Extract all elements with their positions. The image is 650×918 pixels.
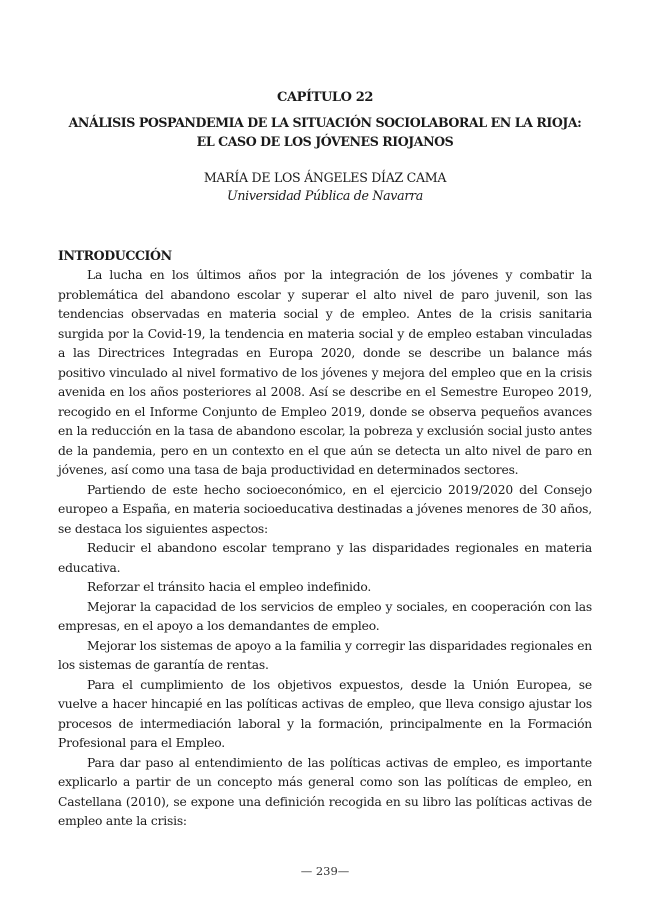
paragraph: La lucha en los últimos años por la integración de los jóvenes y combatir la problemática del abandono escolar y superar el alto nivel de paro juvenil, son las tendencias observadas en materia social y de empleo. Antes de la crisis sanitaria surgida por la Covid-19, la tendencia en materia social y de empleo estaban vinculadas a las Directrices Integradas en Europa 2020, donde se describe un balance más positivo vinculado al nivel formativo de los jóvenes y mejora del empleo que en la crisis avenida en los años posteriores al 2008. Así se describe en el Semestre Europeo 2019, recogido en el Informe Conjunto de Empleo 2019, donde se observa pequeños avances en la reducción en la tasa de abandono escolar, la pobreza y exclusión social justo antes de la pandemia, pero en un contexto en el que aún se detecta un alto nivel de paro en jóvenes, así como una tasa de baja productividad en determinados sectores. <box>58 268 592 477</box>
paragraph: Para el cumplimiento de los objetivos expuestos, desde la Unión Europea, se vuelve a hacer hincapié en las políticas activas de empleo, que lleva consigo ajustar los procesos de intermediación laboral y la formación, principalmente en la Formación Profesional para el Empleo. <box>58 677 592 750</box>
page-number: — 239— <box>300 864 350 878</box>
paragraph: Partiendo de este hecho socioeconómico, en el ejercicio 2019/2020 del Consejo europeo a España, en materia socioeducativa destinadas a jóvenes menores de 30 años, se destaca los siguientes aspectos: <box>58 482 592 536</box>
body-text <box>58 266 592 832</box>
list-item: Mejorar los sistemas de apoyo a la familia y corregir las disparidades regionales en los sistemas de garantía de rentas. <box>58 638 592 672</box>
paragraph: Para dar paso al entendimiento de las políticas activas de empleo, es importante explicarlo a partir de un concepto más general como son las políticas de empleo, en Castellana (2010), se expone una definición recogida en su libro las políticas activas de empleo ante la crisis: <box>58 755 592 828</box>
list-item: Reforzar el tránsito hacia el empleo indefinido. <box>87 580 372 594</box>
chapter-number: CAPÍTULO 22 <box>277 90 373 105</box>
author-name: MARÍA DE LOS ÁNGELES DÍAZ CAMA <box>203 170 447 185</box>
author-affiliation: Universidad Pública de Navarra <box>227 188 423 203</box>
chapter-title: ANÁLISIS POSPANDEMIA DE LA SITUACIÓN SOCIOLABORAL EN LA RIOJA: EL CASO DE LOS JÓVENES RIOJANOS <box>68 115 582 149</box>
section-heading: INTRODUCCIÓN <box>58 248 172 263</box>
list-item: Mejorar la capacidad de los servicios de empleo y sociales, en cooperación con las empresas, en el apoyo a los demandantes de empleo. <box>58 599 592 633</box>
list-item: Reducir el abandono escolar temprano y las disparidades regionales en materia educativa. <box>58 541 592 575</box>
